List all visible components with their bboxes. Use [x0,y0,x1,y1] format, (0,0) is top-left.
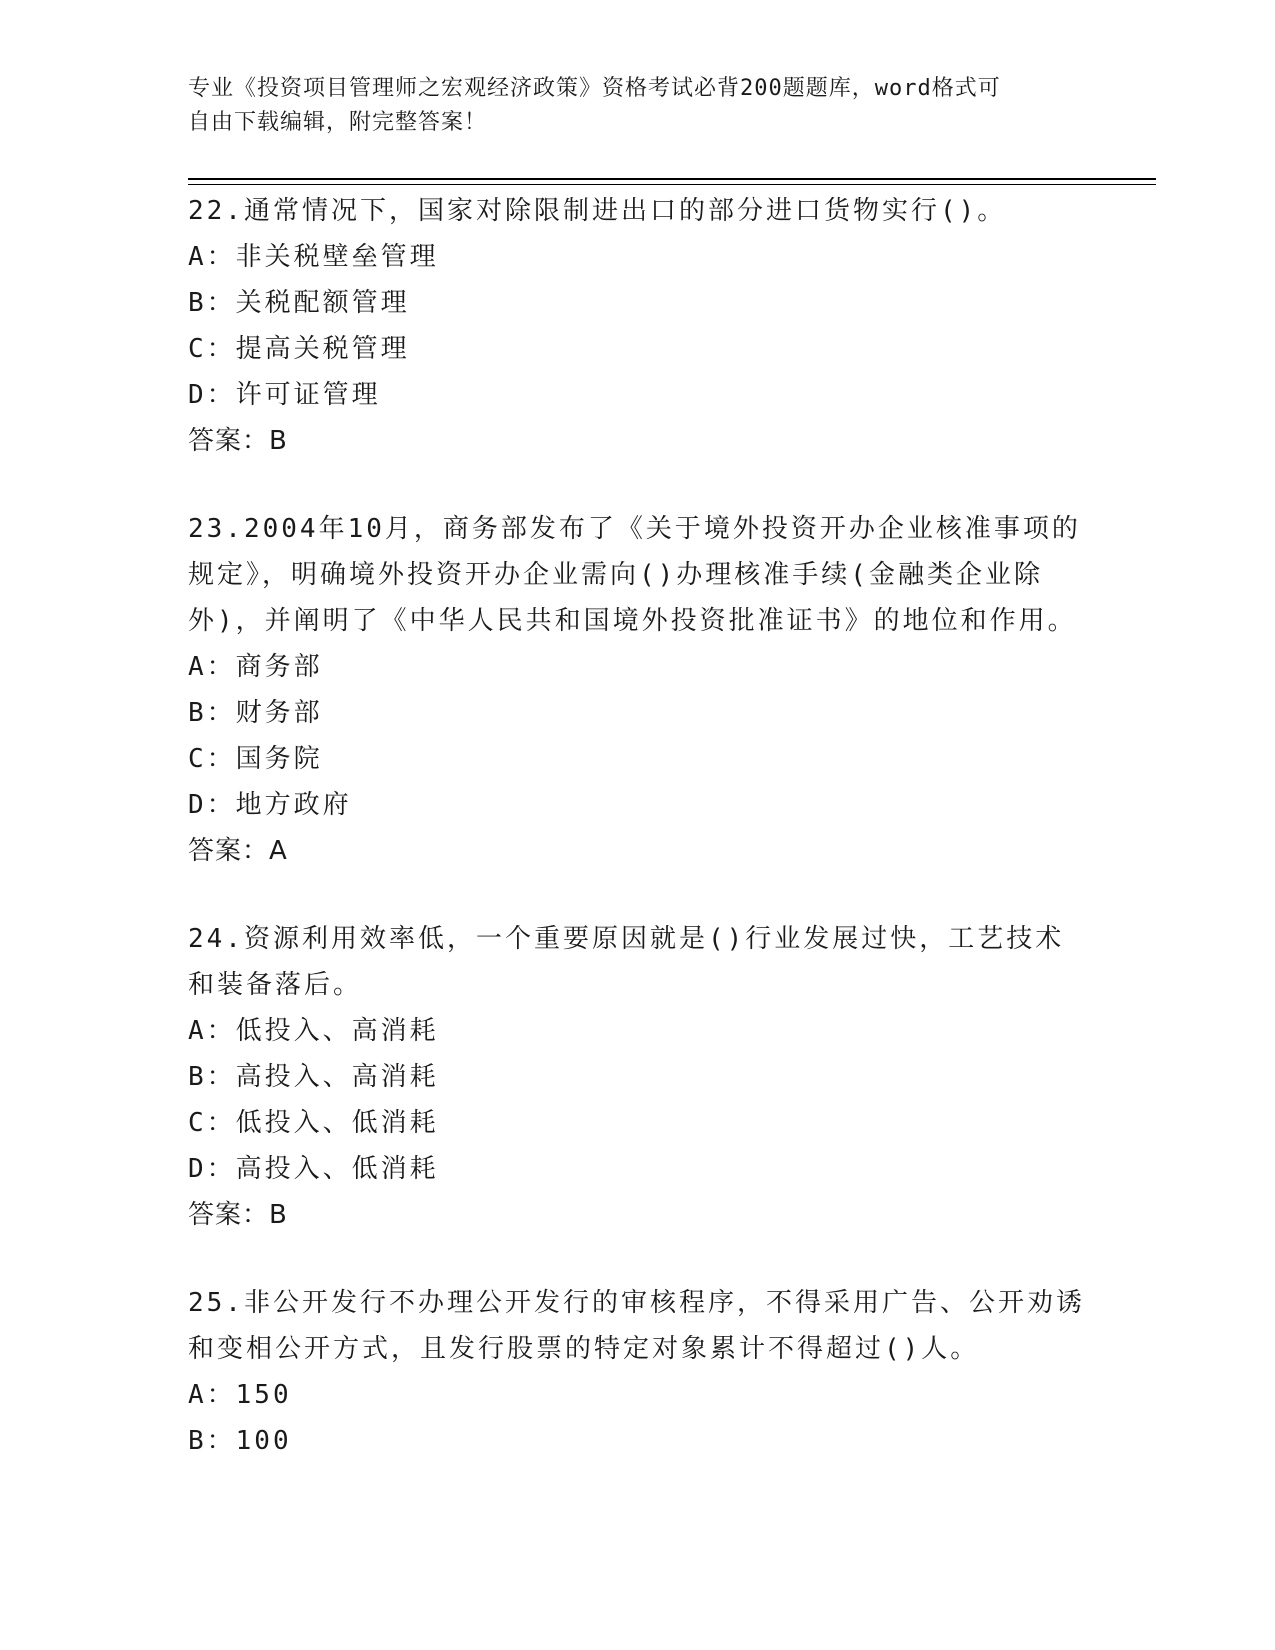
option-b: B：财务部 [188,698,323,728]
question-23 [188,506,1088,874]
question-list [188,188,1088,1506]
option-b: B：高投入、高消耗 [188,1062,439,1092]
option-a: A：非关税壁垒管理 [188,242,439,272]
document-header [188,72,1088,140]
header-divider-thin [188,184,1156,185]
answer: 答案：B [188,426,288,456]
option-a: A：150 [188,1380,292,1410]
header-line-1: 专业《投资项目管理师之宏观经济政策》资格考试必背200题题库，word格式可 [188,76,1001,101]
option-c: C：国务院 [188,744,323,774]
answer: 答案：B [188,1200,288,1230]
question-stem: 24.资源利用效率低，一个重要原因就是()行业发展过快，工艺技术和装备落后。 [188,924,1065,1000]
header-divider-thick [188,178,1156,180]
question-25 [188,1280,1088,1464]
option-d: D：地方政府 [188,790,352,820]
question-24 [188,916,1088,1238]
option-c: C：提高关税管理 [188,334,410,364]
question-22 [188,188,1088,464]
option-a: A：低投入、高消耗 [188,1016,439,1046]
option-b: B：100 [188,1426,292,1456]
answer: 答案：A [188,836,288,866]
option-b: B：关税配额管理 [188,288,410,318]
header-line-2: 自由下载编辑，附完整答案！ [188,110,488,135]
option-d: D：高投入、低消耗 [188,1154,439,1184]
option-c: C：低投入、低消耗 [188,1108,439,1138]
question-stem: 22.通常情况下，国家对除限制进出口的部分进口货物实行()。 [188,196,1007,226]
option-a: A：商务部 [188,652,323,682]
question-stem: 25.非公开发行不办理公开发行的审核程序，不得采用广告、公开劝诱和变相公开方式，且发行股票的特定对象累计不得超过()人。 [188,1288,1085,1364]
option-d: D：许可证管理 [188,380,381,410]
question-stem: 23.2004年10月，商务部发布了《关于境外投资开办企业核准事项的规定》，明确境外投资开办企业需向()办理核准手续(金融类企业除外)，并阐明了《中华人民共和国境外投资批准证书》的地位和作用。 [188,514,1081,636]
